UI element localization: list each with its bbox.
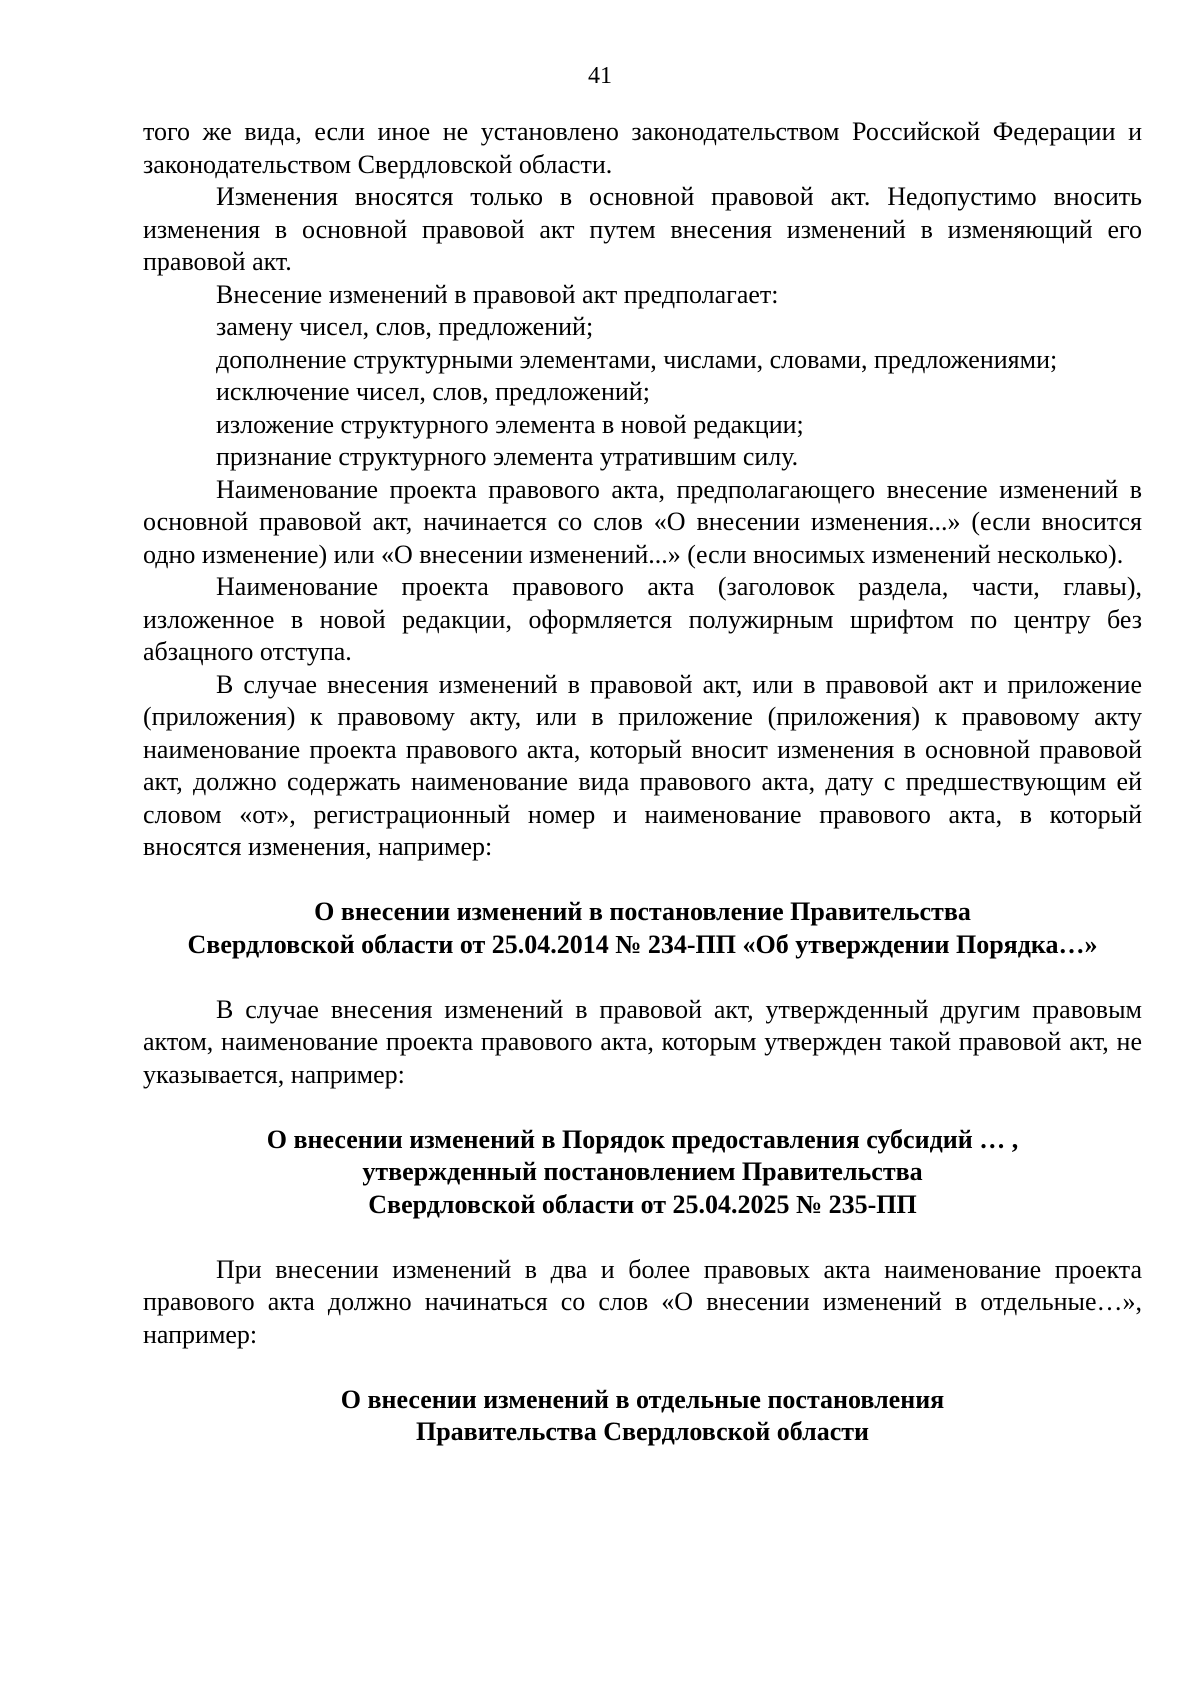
example-heading-1 xyxy=(143,896,1142,961)
example-heading-line: Правительства Свердловской области xyxy=(415,1417,870,1446)
page-number: 41 xyxy=(588,63,612,89)
example-heading-2 xyxy=(143,1124,1142,1222)
paragraph-changes-intro: Внесение изменений в правовой акт предполагает: xyxy=(216,279,779,309)
spacer xyxy=(143,1221,1142,1254)
spacer xyxy=(143,864,1142,897)
paragraph-amendment-title-requirements: В случае внесения изменений в правовой акт, или в правовой акт и приложение (приложения) к правовому акту, или в приложение (приложения) к правовому акту наименование проекта правового акта, который вносит изменения в основной правовой акт, должно содержать наименование вида правового акта, дату с предшествующим ей словом «от», регистрационный номер и наименование правового акта, в который вносятся изменения, например: xyxy=(143,669,1142,861)
paragraph-continuation: того же вида, если иное не установлено законодательством Российской Федерации и законодательством Свердловской области. xyxy=(143,117,1142,179)
spacer xyxy=(143,961,1142,994)
example-heading-line: утвержденный постановлением Правительства xyxy=(362,1157,923,1186)
paragraph-changes-main-act: Изменения вносятся только в основной правовой акт. Недопустимо вносить изменения в основной правовой акт путем внесения изменений в изменяющий его правовой акт. xyxy=(143,182,1142,276)
list-item: признание структурного элемента утратившим силу. xyxy=(216,442,799,471)
list-item: изложение структурного элемента в новой редакции; xyxy=(216,409,804,439)
list-item: исключение чисел, слов, предложений; xyxy=(216,377,650,406)
example-heading-line: О внесении изменений в отдельные постановления xyxy=(340,1384,945,1414)
list-item: замену чисел, слов, предложений; xyxy=(216,312,594,341)
example-heading-line: О внесении изменений в постановление Правительства xyxy=(314,897,971,926)
example-heading-line: Свердловской области от 25.04.2014 № 234-ПП «Об утверждении Порядка…» xyxy=(187,929,1098,959)
paragraph-title-formatting: Наименование проекта правового акта (заголовок раздела, части, главы), изложенное в новой редакции, оформляется полужирным шрифтом по центру без абзацного отступа. xyxy=(143,572,1142,666)
paragraph-title-wording: Наименование проекта правового акта, предполагающего внесение изменений в основной правовой акт, начинается со слов «О внесении изменения...» (если вносится одно изменение) или «О внесении изменений...» (если вносимых изменений несколько). xyxy=(143,474,1142,569)
changes-list xyxy=(143,311,1142,474)
list-item: дополнение структурными элементами, числами, словами, предложениями; xyxy=(216,344,1058,374)
example-heading-line: Свердловской области от 25.04.2025 № 235-ПП xyxy=(368,1189,917,1219)
example-heading-line: О внесении изменений в Порядок предоставления субсидий … , xyxy=(266,1124,1019,1154)
spacer xyxy=(143,1091,1142,1124)
paragraph-approved-act: В случае внесения изменений в правовой акт, утвержденный другим правовым актом, наименование проекта правового акта, которым утвержден такой правовой акт, не указывается, например: xyxy=(143,994,1142,1089)
paragraph-multiple-acts: При внесении изменений в два и более правовых акта наименование проекта правового акта должно начинаться со слов «О внесении изменений в отдельные…», например: xyxy=(143,1254,1142,1349)
example-heading-3 xyxy=(143,1384,1142,1449)
spacer xyxy=(143,1351,1142,1384)
document-body xyxy=(143,116,1142,1449)
